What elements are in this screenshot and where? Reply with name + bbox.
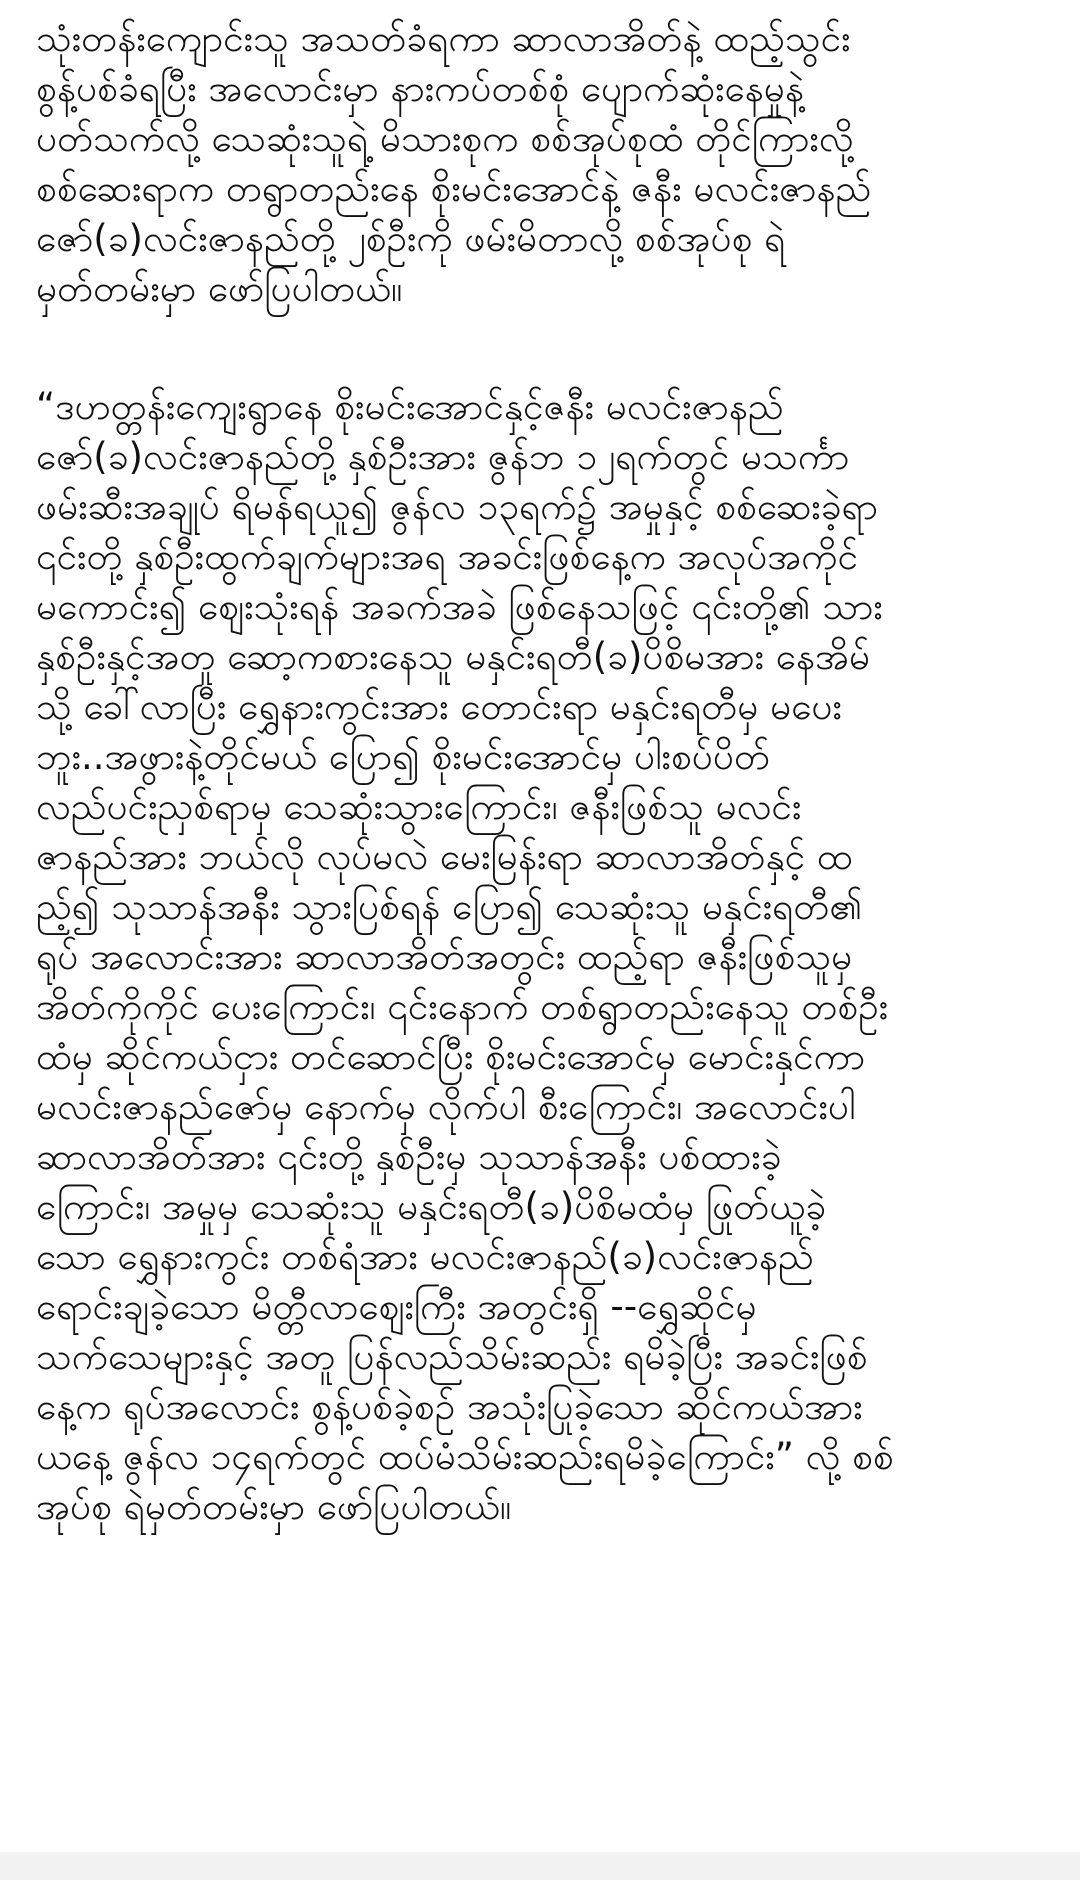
text-line: ည့်၍ သုသာန်အနီး သွားပြစ်ရန် ပြော၍ သေဆုံးသူ မနှင်းရတီ၏ — [36, 885, 863, 928]
text-line: ဆာလာအိတ်အား ၎င်းတို့ နှစ်ဦးမှ သုသာန်အနီး ပစ်ထားခဲ့ — [36, 1135, 782, 1178]
text-line: ရောင်းချခဲ့သော မိတ္တီလာဈေးကြီး အတွင်းရှိ --ရွှေဆိုင်မှ — [36, 1285, 757, 1328]
text-line: ရုပ် အလောင်းအား ဆာလာအိတ်အတွင်း ထည့်ရာ ဇနီးဖြစ်သူမှ — [36, 935, 853, 978]
text-line: အိတ်ကိုကိုင် ပေးကြောင်း၊ ၎င်းနောက် တစ်ရွာတည်းနေသူ တစ်ဦး — [36, 985, 889, 1028]
text-line: မကောင်း၍ ဈေးသုံးရန် အခက်အခဲ ဖြစ်နေသဖြင့် ၎င်းတို့၏ သား — [36, 585, 883, 628]
text-line: မှတ်တမ်းမှာ ဖော်ပြပါတယ်။ — [36, 267, 403, 310]
text-line: နေ့က ရုပ်အလောင်း စွန့်ပစ်ခဲ့စဉ် အသုံးပြုခဲ့သော ဆိုင်ကယ်အား — [36, 1385, 863, 1428]
text-line: ယနေ့ ဇွန်လ ၁၄ရက်တွင် ထပ်မံသိမ်းဆည်းရမိခဲ့ကြောင်း” လို့ စစ် — [36, 1435, 894, 1478]
text-line: သို့ ခေါ်လာပြီး ရွှေနားကွင်းအား တောင်းရာ မနှင်းရတီမှ မပေး — [36, 685, 842, 728]
text-line: သုံးတန်းကျောင်းသူ အသတ်ခံရကာ ဆာလာအိတ်နဲ့ ထည့်သွင်း — [36, 17, 851, 60]
text-line: ထံမှ ဆိုင်ကယ်ငှား တင်ဆောင်ပြီး စိုးမင်းအောင်မှ မောင်းနှင်ကာ — [36, 1035, 866, 1078]
text-line: ပတ်သက်လို့ သေဆုံးသူရဲ့ မိသားစုက စစ်အုပ်စုထံ တိုင်ကြားလို့ — [36, 117, 854, 160]
paragraph-spacer — [36, 314, 1046, 382]
text-line: စစ်ဆေးရာက တရွာတည်းနေ စိုးမင်းအောင်နဲ့ ဇနီး မလင်းဇာနည် — [36, 167, 872, 210]
text-line: သက်သေများနှင့် အတူ ပြန်လည်သိမ်းဆည်း ရမိခဲ့ပြီး အခင်းဖြစ် — [36, 1335, 868, 1378]
text-line: ဘူး..အဖွားနဲ့တိုင်မယ် ပြော၍ စိုးမင်းအောင်မှ ပါးစပ်ပိတ် — [36, 735, 770, 778]
article-body — [36, 14, 1046, 1532]
text-line: စွန့်ပစ်ခံရပြီး အလောင်းမှာ နားကပ်တစ်စုံ ပျောက်ဆုံးနေမှုနဲ့ — [36, 67, 805, 110]
text-line: “ဒဟတ္တန်းကျေးရွာနေ စိုးမင်းအောင်နှင့်ဇနီး မလင်းဇာနည် — [36, 385, 784, 428]
text-line: နှစ်ဦးနှင့်အတူ ဆော့ကစားနေသူ မနှင်းရတီ(ခ)ပိစိမအား နေအိမ် — [36, 635, 871, 678]
text-line: ဇော်(ခ)လင်းဇာနည်တို့ ၂စ်ဦးကို ဖမ်းမိတာလို့ စစ်အုပ်စု ရဲ — [36, 217, 786, 260]
text-line: ဖမ်းဆီးအချုပ် ရိမန်ရယူ၍ ဇွန်လ ၁၃ရက်၌ အမှုနှင့် စစ်ဆေးခဲ့ရာ — [36, 485, 878, 528]
text-line: ၎င်းတို့ နှစ်ဦးထွက်ချက်များအရ အခင်းဖြစ်နေ့က အလုပ်အကိုင် — [36, 535, 859, 578]
text-line: သော ရွှေနားကွင်း တစ်ရံအား မလင်းဇာနည်(ခ)လင်းဇာနည် — [36, 1235, 814, 1278]
paragraph-2 — [36, 382, 1046, 1532]
text-line: ဇာနည်အား ဘယ်လို လုပ်မလဲ မေးမြန်းရာ ဆာလာအိတ်နှင့် ထ — [36, 835, 853, 878]
text-line: အုပ်စု ရဲမှတ်တမ်းမှာ ဖော်ပြပါတယ်။ — [36, 1485, 512, 1528]
paragraph-1 — [36, 14, 1046, 314]
bottom-bar — [0, 1852, 1080, 1880]
text-line: ဇော်(ခ)လင်းဇာနည်တို့ နှစ်ဦးအား ဇွန်ဘ ၁၂ရက်တွင် မသင်္ကာ — [36, 435, 850, 478]
text-line: ကြောင်း၊ အမှုမှ သေဆုံးသူ မနှင်းရတီ(ခ)ပိစိမထံမှ ဖြုတ်ယူခဲ့ — [36, 1185, 827, 1228]
text-line: လည်ပင်းညှစ်ရာမှ သေဆုံးသွားကြောင်း၊ ဇနီးဖြစ်သူ မလင်း — [36, 785, 802, 828]
text-line: မလင်းဇာနည်ဇော်မှ နောက်မှ လိုက်ပါ စီးကြောင်း၊ အလောင်းပါ — [36, 1085, 856, 1128]
